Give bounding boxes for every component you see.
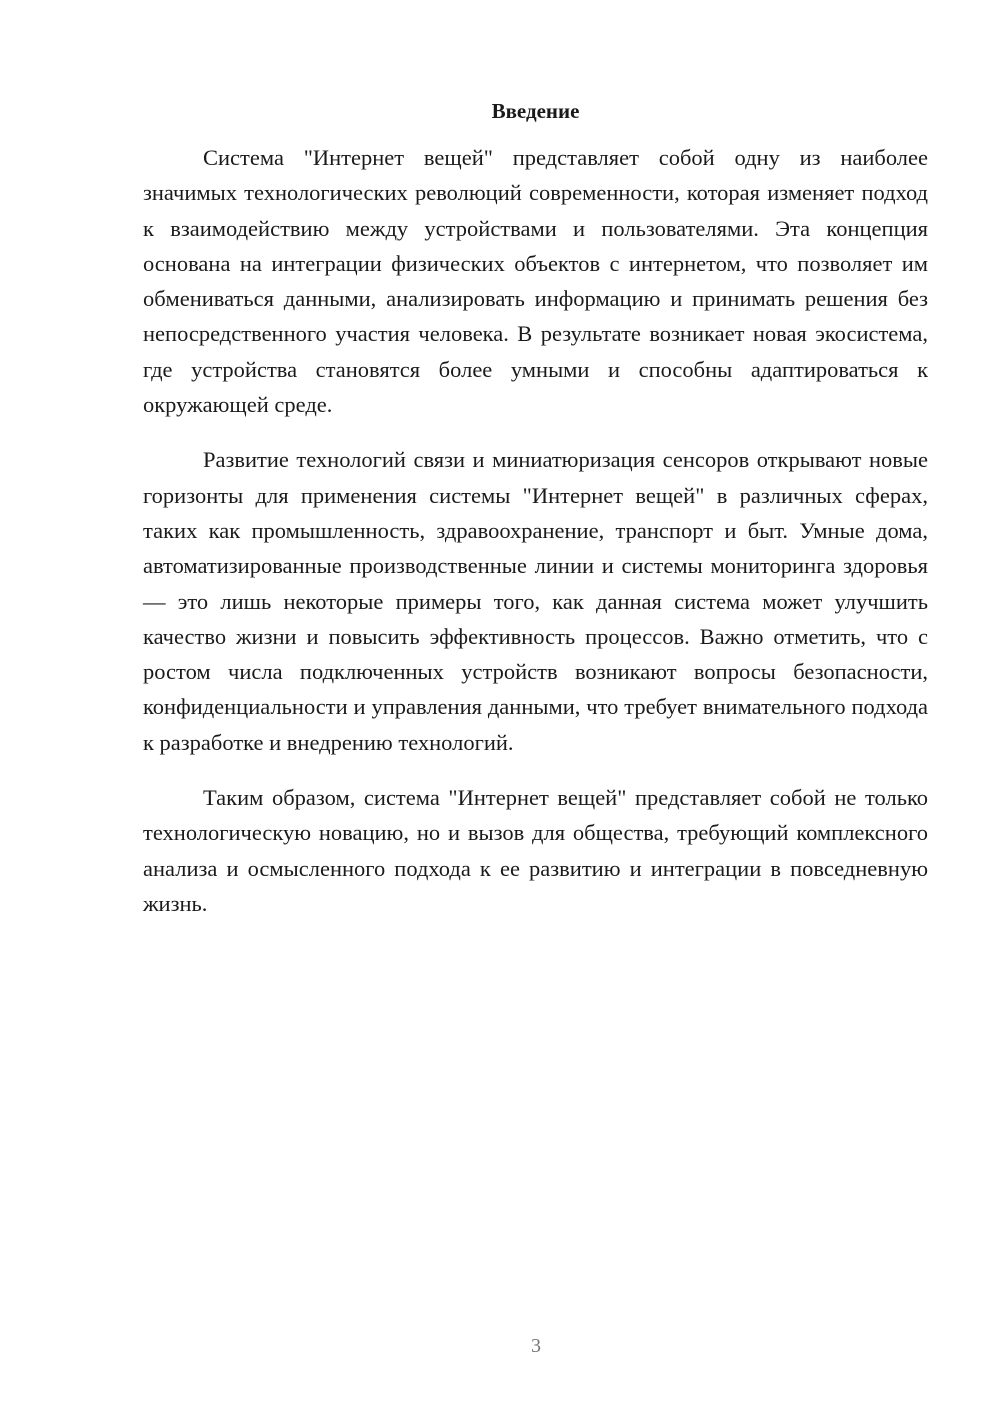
- page-number: 3: [531, 1335, 541, 1357]
- paragraph-conclusion: Таким образом, система "Интернет вещей" представляет собой не только технологическую новацию, но и вызов для общества, требующий комплексного анализа и осмысленного подхода к ее развитию и интеграции в повседневную жизнь.: [143, 785, 928, 916]
- paragraph-development: Развитие технологий связи и миниатюризация сенсоров открывают новые горизонты для применения системы "Интернет вещей" в различных сферах, таких как промышленность, здравоохранение, транспорт и быт. Умные дома, автоматизированные производственные линии и системы мониторинга здоровья — это лишь некоторые примеры того, как данная система может улучшить качество жизни и повысить эффективность процессов. Важно отметить, что с ростом числа подключенных устройств возникают вопросы безопасности, конфиденциальности и управления данными, что требует внимательного подхода к разработке и внедрению технологий.: [143, 447, 928, 755]
- paragraph-intro: Система "Интернет вещей" представляет собой одну из наиболее значимых технологических революций современности, которая изменяет подход к взаимодействию между устройствами и пользователями. Эта концепция основана на интеграции физических объектов с интернетом, что позволяет им обмениваться данными, анализировать информацию и принимать решения без непосредственного участия человека. В результате возникает новая экосистема, где устройства становятся более умными и способны адаптироваться к окружающей среде.: [143, 145, 928, 418]
- document-body: [143, 140, 928, 941]
- section-title: Введение: [491, 99, 580, 123]
